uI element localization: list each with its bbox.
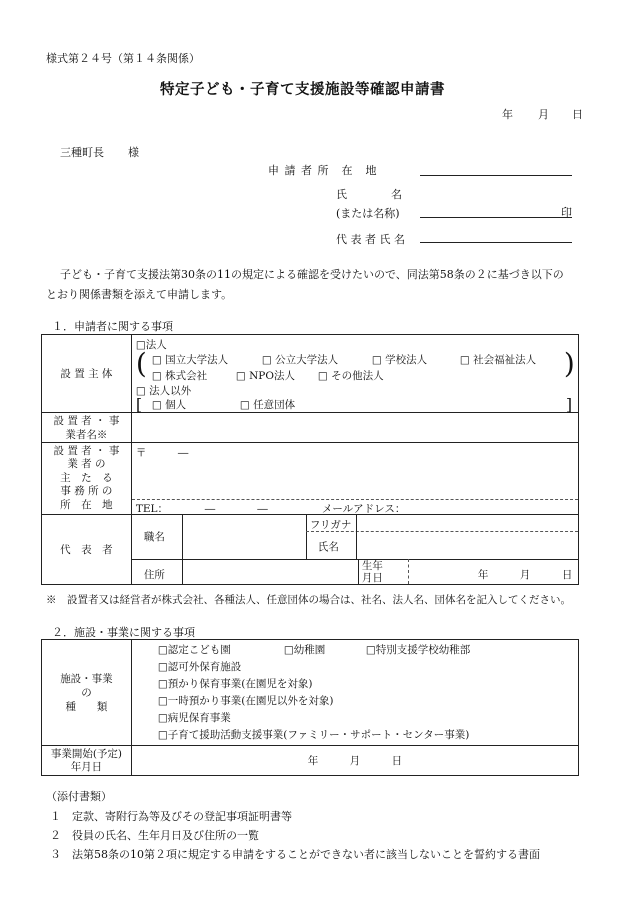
corp-type-other[interactable]: □ その他法人	[317, 370, 384, 382]
section1-note: ※ 設置者又は経営者が株式会社、各種法人、任意団体の場合は、社名、法人名、団体名を記入してください。	[46, 594, 571, 606]
representative-name-field[interactable]	[420, 242, 572, 243]
birthdate-label: 生年 月日	[361, 560, 383, 584]
email-label: メールアドレス：	[321, 503, 406, 515]
section2-heading: ２．施設・事業に関する事項	[52, 626, 195, 639]
type-ichiji-azukari[interactable]: □一時預かり事業(在園児以外を対象)	[157, 695, 334, 707]
office-address-label: 設 置 者 ・ 事 業 者 の 主 た る 事 務 所 の 所 在 地	[42, 443, 132, 515]
type-sick-child[interactable]: □病児保育事業	[157, 712, 231, 724]
corp-type-public-univ[interactable]: □ 公立大学法人	[261, 354, 339, 366]
intro-line-2: とおり関係書類を添えて申請します。	[46, 288, 233, 301]
post-label: 職名	[143, 531, 165, 543]
applicant-name-field[interactable]	[420, 217, 572, 218]
owner-name-label: 設 置 者 ・ 事 業者名※	[42, 413, 132, 443]
type-family-support[interactable]: □子育て援助活動支援事業(ファミリー・サポート・センター事業)	[157, 729, 470, 741]
office-address-cell[interactable]	[131, 443, 578, 515]
name-label: 氏名	[317, 541, 339, 553]
facility-table	[41, 639, 579, 776]
non-corp-voluntary-group[interactable]: □ 任意団体	[239, 399, 296, 411]
tel-label: TEL： ― ―	[135, 503, 268, 515]
facility-type-cell	[131, 640, 578, 746]
type-youchien[interactable]: □幼稚園	[283, 644, 326, 656]
attachment-item-2: ２ 役員の氏名、生年月日及び住所の一覧	[50, 829, 259, 842]
bracket2-close-icon: ]	[565, 395, 573, 414]
type-nintei-kodomoen[interactable]: □認定こども園	[157, 644, 231, 656]
type-unlicensed-nursery[interactable]: □認可外保育施設	[157, 661, 242, 673]
furigana-divider	[306, 531, 578, 532]
addressee-honorific: 様	[128, 146, 139, 159]
establisher-type-label: 設 置 主 体	[42, 335, 132, 413]
applicant-table	[41, 334, 579, 585]
applicant-address-field[interactable]	[420, 175, 572, 176]
corp-type-npo[interactable]: □ NPO法人	[235, 370, 295, 382]
corp-type-national-univ[interactable]: □ 国立大学法人	[151, 354, 229, 366]
facility-type-label: 施設・事業 の 種 類	[42, 640, 132, 746]
page-title: 特定子ども・子育て支援施設等確認申請書	[160, 81, 445, 98]
corp-type-school[interactable]: □ 学校法人	[371, 354, 428, 366]
intro-line-1: 子ども・子育て支援法第30条の11の規定による確認を受けたいので、同法第58条の２に基づき以下の	[60, 268, 564, 281]
applicant-name-sub-label: (または名称)	[336, 207, 400, 220]
divider	[132, 499, 578, 500]
bracket2-open-icon: [	[135, 395, 143, 414]
form-number: 様式第２４号（第１４条関係）	[46, 52, 200, 65]
representative-label: 代 表 者	[42, 515, 132, 585]
non-corp-checkbox[interactable]: □ 法人以外	[135, 385, 192, 397]
applicant-address-label: 申 請 者 所 在 地	[268, 164, 378, 177]
corp-checkbox[interactable]: □法人	[135, 339, 167, 351]
postal-code: 〒 ―	[135, 447, 189, 459]
attachment-item-3: ３ 法第58条の10第２項に規定する申請をすることができない者に該当しないことを誓約する書面	[50, 848, 540, 861]
address-label: 住所	[143, 569, 165, 581]
date-month-label: 月	[538, 108, 549, 121]
applicant-name-label: 氏 名	[336, 188, 402, 201]
furigana-label: フリガナ	[309, 519, 352, 531]
date-day-label: 日	[572, 108, 583, 121]
corp-type-social-welfare[interactable]: □ 社会福祉法人	[459, 354, 537, 366]
representative-name-label: 代 表 者 氏 名	[336, 233, 405, 246]
bracket-close-icon: )	[563, 347, 575, 380]
attachment-item-1: １ 定款、寄附行為等及びその登記事項証明書等	[50, 810, 292, 823]
start-date-field[interactable]: 年 月 日	[131, 746, 578, 776]
bracket-open-icon: (	[135, 347, 147, 380]
addressee-name: 三種町長	[60, 146, 104, 159]
section1-heading: １．申請者に関する事項	[52, 320, 173, 333]
start-date-label: 事業開始(予定) 年月日	[42, 746, 132, 776]
birthdate-value[interactable]: 年 月 日	[477, 569, 573, 581]
owner-name-field[interactable]	[131, 413, 578, 443]
type-special-support[interactable]: □特別支援学校幼稚部	[365, 644, 471, 656]
seal-mark: 印	[561, 206, 572, 219]
establisher-type-cell	[131, 335, 578, 413]
corp-type-kabushiki[interactable]: □ 株式会社	[151, 370, 208, 382]
non-corp-individual[interactable]: □ 個人	[151, 399, 187, 411]
attachments-heading: （添付書類）	[46, 790, 112, 803]
date-year-label: 年	[502, 108, 513, 121]
representative-cell	[131, 515, 578, 585]
type-azukari[interactable]: □預かり保育事業(在園児を対象)	[157, 678, 313, 690]
